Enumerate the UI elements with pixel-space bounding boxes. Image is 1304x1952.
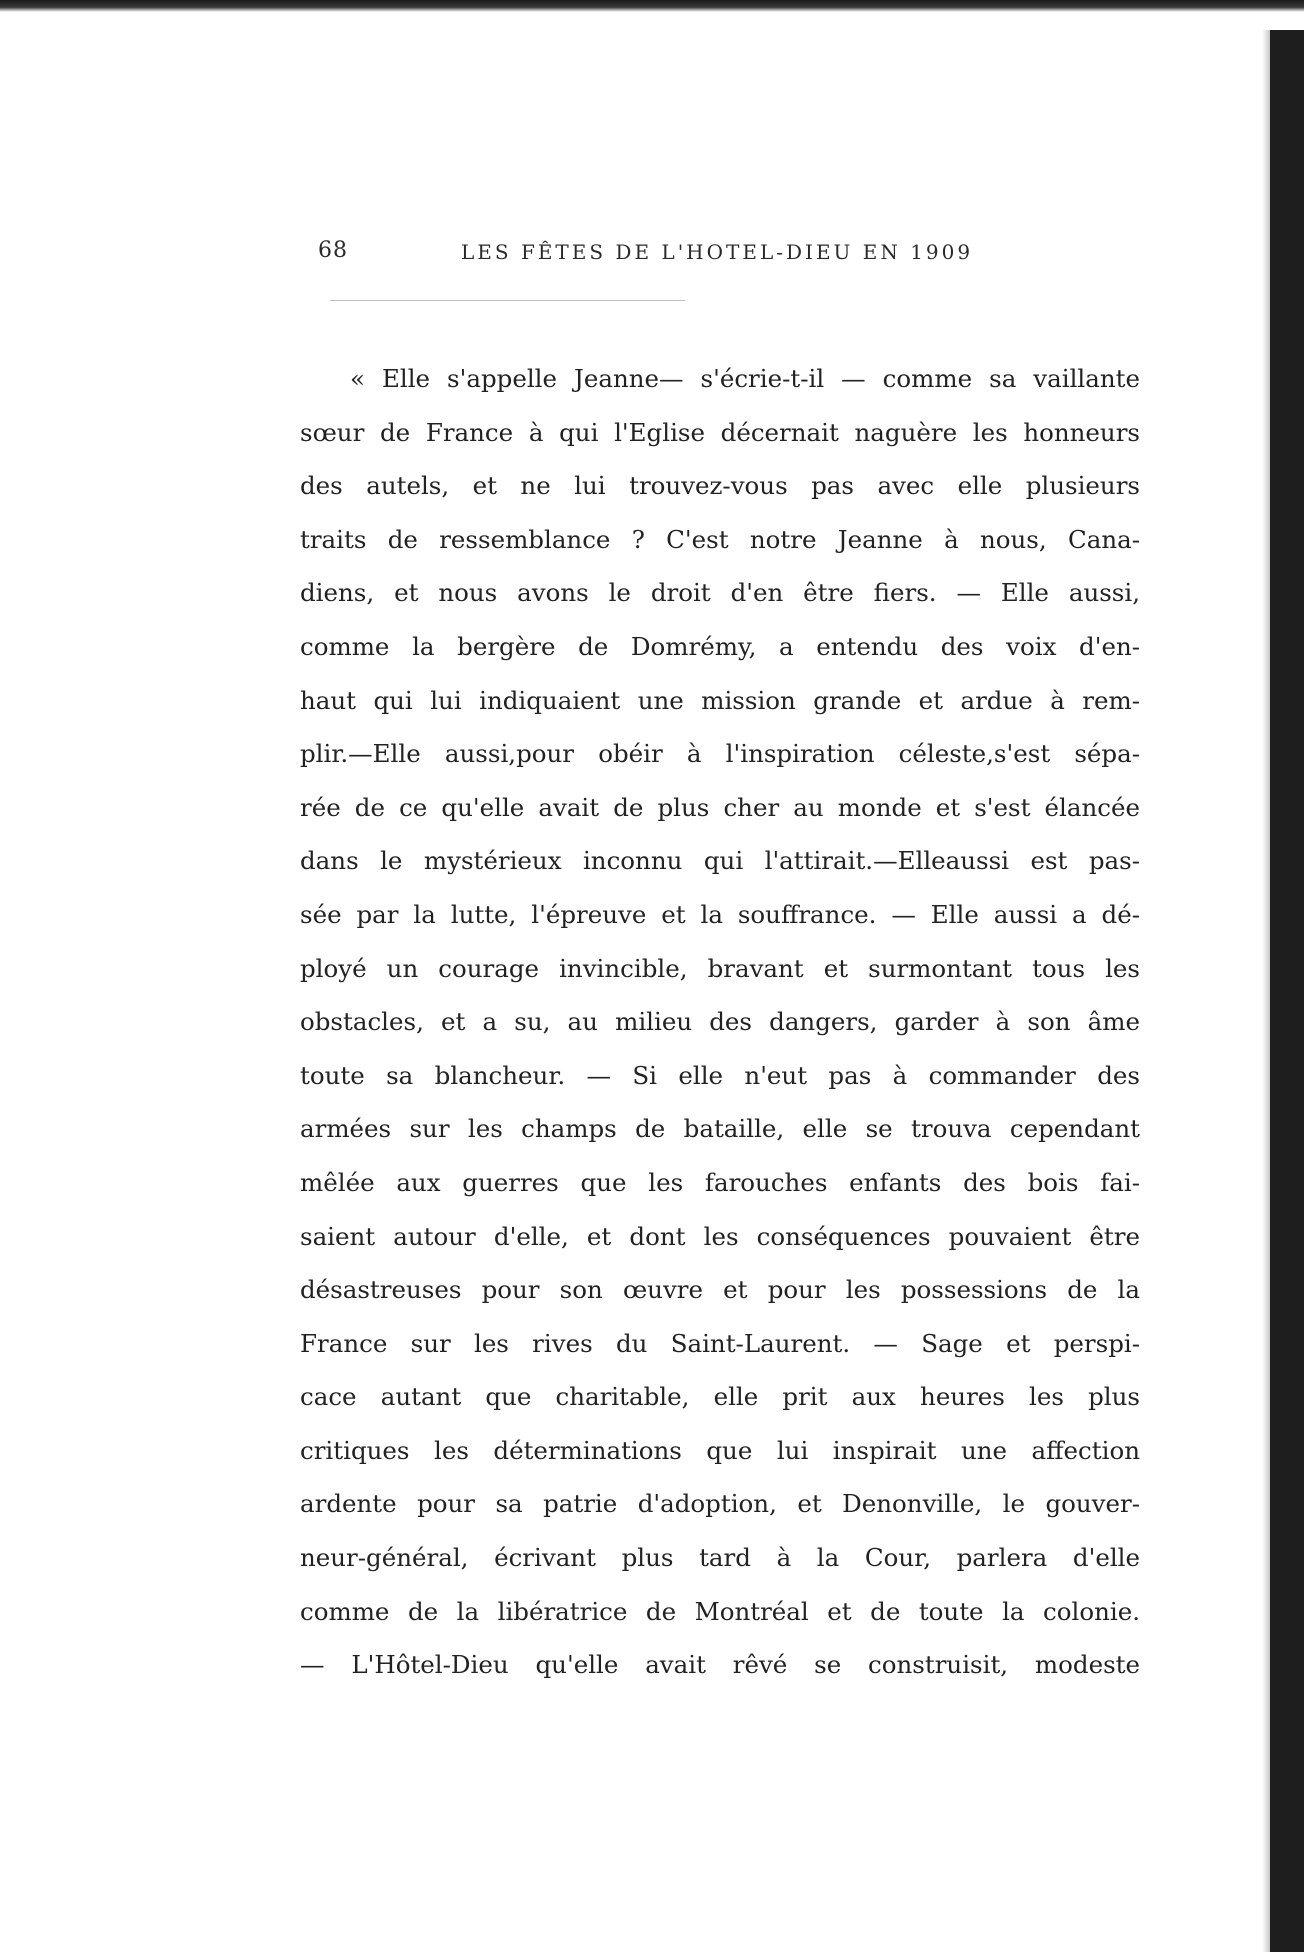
running-head <box>318 238 1018 278</box>
text-line: traits de ressemblance ? C'est notre Jeanne à nous, Cana- <box>300 524 1140 554</box>
text-line: toute sa blancheur. — Si elle n'eut pas à commander des <box>300 1060 1140 1090</box>
text-line: France sur les rives du Saint-Laurent. — Sage et perspi- <box>300 1328 1140 1358</box>
text-line: — L'Hôtel-Dieu qu'elle avait rêvé se construisit, modeste <box>300 1650 1140 1680</box>
text-line: des autels, et ne lui trouvez-vous pas avec elle plusieurs <box>300 471 1140 501</box>
page-number: 68 <box>318 238 348 263</box>
text-line: critiques les déterminations que lui inspirait une affection <box>300 1435 1140 1465</box>
text-line: dans le mystérieux inconnu qui l'attirait.—Elleaussi est pas- <box>300 846 1140 876</box>
text-line: mêlée aux guerres que les farouches enfants des bois fai- <box>300 1167 1140 1197</box>
text-line: diens, et nous avons le droit d'en être fiers. — Elle aussi, <box>300 578 1140 608</box>
text-line: saient autour d'elle, et dont les conséquences pouvaient être <box>300 1221 1140 1251</box>
header-rule <box>330 300 685 301</box>
running-title: LES FÊTES DE L'HOTEL-DIEU EN 1909 <box>461 240 974 264</box>
text-line: cace autant que charitable, elle prit aux heures les plus <box>300 1382 1140 1412</box>
text-line: comme la bergère de Domrémy, a entendu des voix d'en- <box>300 631 1140 661</box>
text-line: armées sur les champs de bataille, elle se trouva cependant <box>300 1114 1140 1144</box>
text-line: haut qui lui indiquaient une mission grande et ardue à rem- <box>300 685 1140 715</box>
text-line: plir.—Elle aussi,pour obéir à l'inspiration céleste,s'est sépa- <box>300 739 1140 769</box>
text-line: comme de la libératrice de Montréal et de toute la colonie. <box>300 1596 1140 1626</box>
text-line: neur-général, écrivant plus tard à la Cour, parlera d'elle <box>300 1543 1140 1573</box>
text-line: sée par la lutte, l'épreuve et la souffrance. — Elle aussi a dé- <box>300 899 1140 929</box>
text-line: ardente pour sa patrie d'adoption, et Denonville, le gouver- <box>300 1489 1140 1519</box>
text-line: obstacles, et a su, au milieu des dangers, garder à son âme <box>300 1007 1140 1037</box>
text-line: sœur de France à qui l'Eglise décernait naguère les honneurs <box>300 417 1140 447</box>
text-line: « Elle s'appelle Jeanne— s'écrie-t-il — comme sa vaillante <box>350 364 1140 393</box>
text-line: rée de ce qu'elle avait de plus cher au monde et s'est élancée <box>300 792 1140 822</box>
scan-top-edge <box>0 0 1304 12</box>
body-text <box>300 352 1140 1692</box>
scan-right-edge <box>1270 30 1304 1952</box>
text-line: ployé un courage invincible, bravant et surmontant tous les <box>300 953 1140 983</box>
page-edge-shadow <box>1262 30 1270 1952</box>
text-line: désastreuses pour son œuvre et pour les possessions de la <box>300 1275 1140 1305</box>
